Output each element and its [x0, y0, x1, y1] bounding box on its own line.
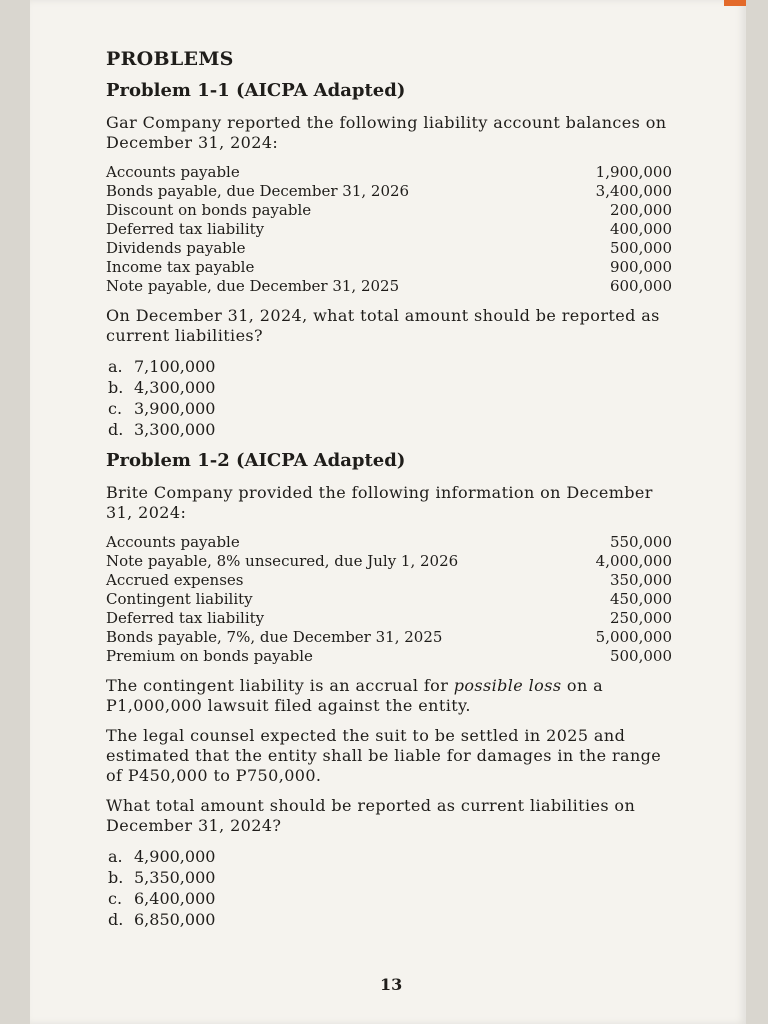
choice-value: 3,900,000 [134, 399, 216, 418]
note-text-start: The contingent liability is an accrual for [106, 676, 454, 695]
account-amount: 3,400,000 [595, 182, 672, 200]
account-name: Contingent liability [106, 590, 253, 608]
table-row [106, 609, 672, 628]
answer-choice [108, 356, 672, 377]
answer-choices [106, 356, 672, 440]
table-row [106, 201, 672, 220]
legal-counsel-note: The legal counsel expected the suit to be settled in 2025 and estimated that the entity shall be liable for damages in the range of P450,000 to P750,000. [106, 726, 662, 785]
note-text-end: on a P1,000,000 lawsuit filed against the entity. [106, 676, 604, 715]
choice-value: 4,900,000 [134, 847, 216, 866]
choice-letter: b. [108, 868, 124, 887]
choice-letter: a. [108, 357, 123, 376]
answer-choice [108, 419, 672, 440]
table-row [106, 647, 672, 666]
account-name: Accounts payable [106, 163, 240, 181]
account-name: Deferred tax liability [106, 220, 265, 238]
account-amount: 4,000,000 [595, 552, 672, 570]
answer-choices [106, 846, 672, 930]
answer-choice [108, 377, 672, 398]
account-name: Deferred tax liability [106, 609, 265, 627]
problem-title: Problem 1-1 (AICPA Adapted) [106, 80, 406, 101]
account-amount: 350,000 [609, 571, 672, 589]
account-amount: 400,000 [609, 220, 672, 238]
table-row [106, 533, 672, 552]
page-content [106, 48, 672, 940]
problem-intro: Brite Company provided the following information on December 31, 2024: [106, 483, 653, 522]
answer-choice [108, 398, 672, 419]
account-amount: 500,000 [609, 239, 672, 257]
account-table [106, 533, 672, 666]
table-row [106, 182, 672, 201]
account-name: Note payable, 8% unsecured, due July 1, 2026 [106, 552, 459, 570]
account-amount: 450,000 [609, 590, 672, 608]
table-row [106, 552, 672, 571]
problem-1-1 [106, 80, 672, 440]
choice-letter: c. [108, 399, 123, 418]
section-title: PROBLEMS [106, 48, 234, 70]
account-amount: 550,000 [609, 533, 672, 551]
page-edge-mark [724, 0, 746, 6]
answer-choice [108, 867, 672, 888]
choice-value: 5,350,000 [134, 868, 216, 887]
choice-value: 6,850,000 [134, 910, 216, 929]
answer-choice [108, 846, 672, 867]
choice-value: 7,100,000 [134, 357, 216, 376]
table-row [106, 571, 672, 590]
answer-choice [108, 888, 672, 909]
account-amount: 5,000,000 [595, 628, 672, 646]
page-number: 13 [380, 975, 403, 994]
account-table [106, 163, 672, 296]
account-amount: 1,900,000 [595, 163, 672, 181]
account-name: Accrued expenses [106, 571, 244, 589]
account-amount: 200,000 [609, 201, 672, 219]
account-amount: 900,000 [609, 258, 672, 276]
account-amount: 600,000 [609, 277, 672, 295]
problem-intro: Gar Company reported the following liability account balances on December 31, 2024: [106, 113, 667, 152]
table-row [106, 277, 672, 296]
table-row [106, 258, 672, 277]
choice-value: 6,400,000 [134, 889, 216, 908]
account-name: Accounts payable [106, 533, 240, 551]
account-name: Bonds payable, due December 31, 2026 [106, 182, 410, 200]
account-amount: 250,000 [609, 609, 672, 627]
table-row [106, 590, 672, 609]
account-name: Note payable, due December 31, 2025 [106, 277, 400, 295]
problem-1-2 [106, 450, 672, 930]
table-row [106, 628, 672, 647]
choice-value: 4,300,000 [134, 378, 216, 397]
table-row [106, 239, 672, 258]
note-italic-text: possible loss [453, 676, 562, 695]
account-name: Income tax payable [106, 258, 255, 276]
answer-choice [108, 909, 672, 930]
contingency-note [106, 676, 672, 716]
table-row [106, 220, 672, 239]
account-name: Premium on bonds payable [106, 647, 313, 665]
account-amount: 500,000 [609, 647, 672, 665]
choice-letter: d. [108, 910, 124, 929]
problem-title: Problem 1-2 (AICPA Adapted) [106, 450, 406, 471]
account-name: Dividends payable [106, 239, 246, 257]
book-page [30, 0, 746, 1024]
choice-letter: d. [108, 420, 124, 439]
choice-letter: a. [108, 847, 123, 866]
account-name: Bonds payable, 7%, due December 31, 2025 [106, 628, 443, 646]
problem-question: On December 31, 2024, what total amount should be reported as current liabilities? [106, 306, 660, 345]
problem-question: What total amount should be reported as current liabilities on December 31, 2024? [106, 796, 636, 835]
table-row [106, 163, 672, 182]
choice-letter: c. [108, 889, 123, 908]
account-name: Discount on bonds payable [106, 201, 312, 219]
choice-value: 3,300,000 [134, 420, 216, 439]
choice-letter: b. [108, 378, 124, 397]
